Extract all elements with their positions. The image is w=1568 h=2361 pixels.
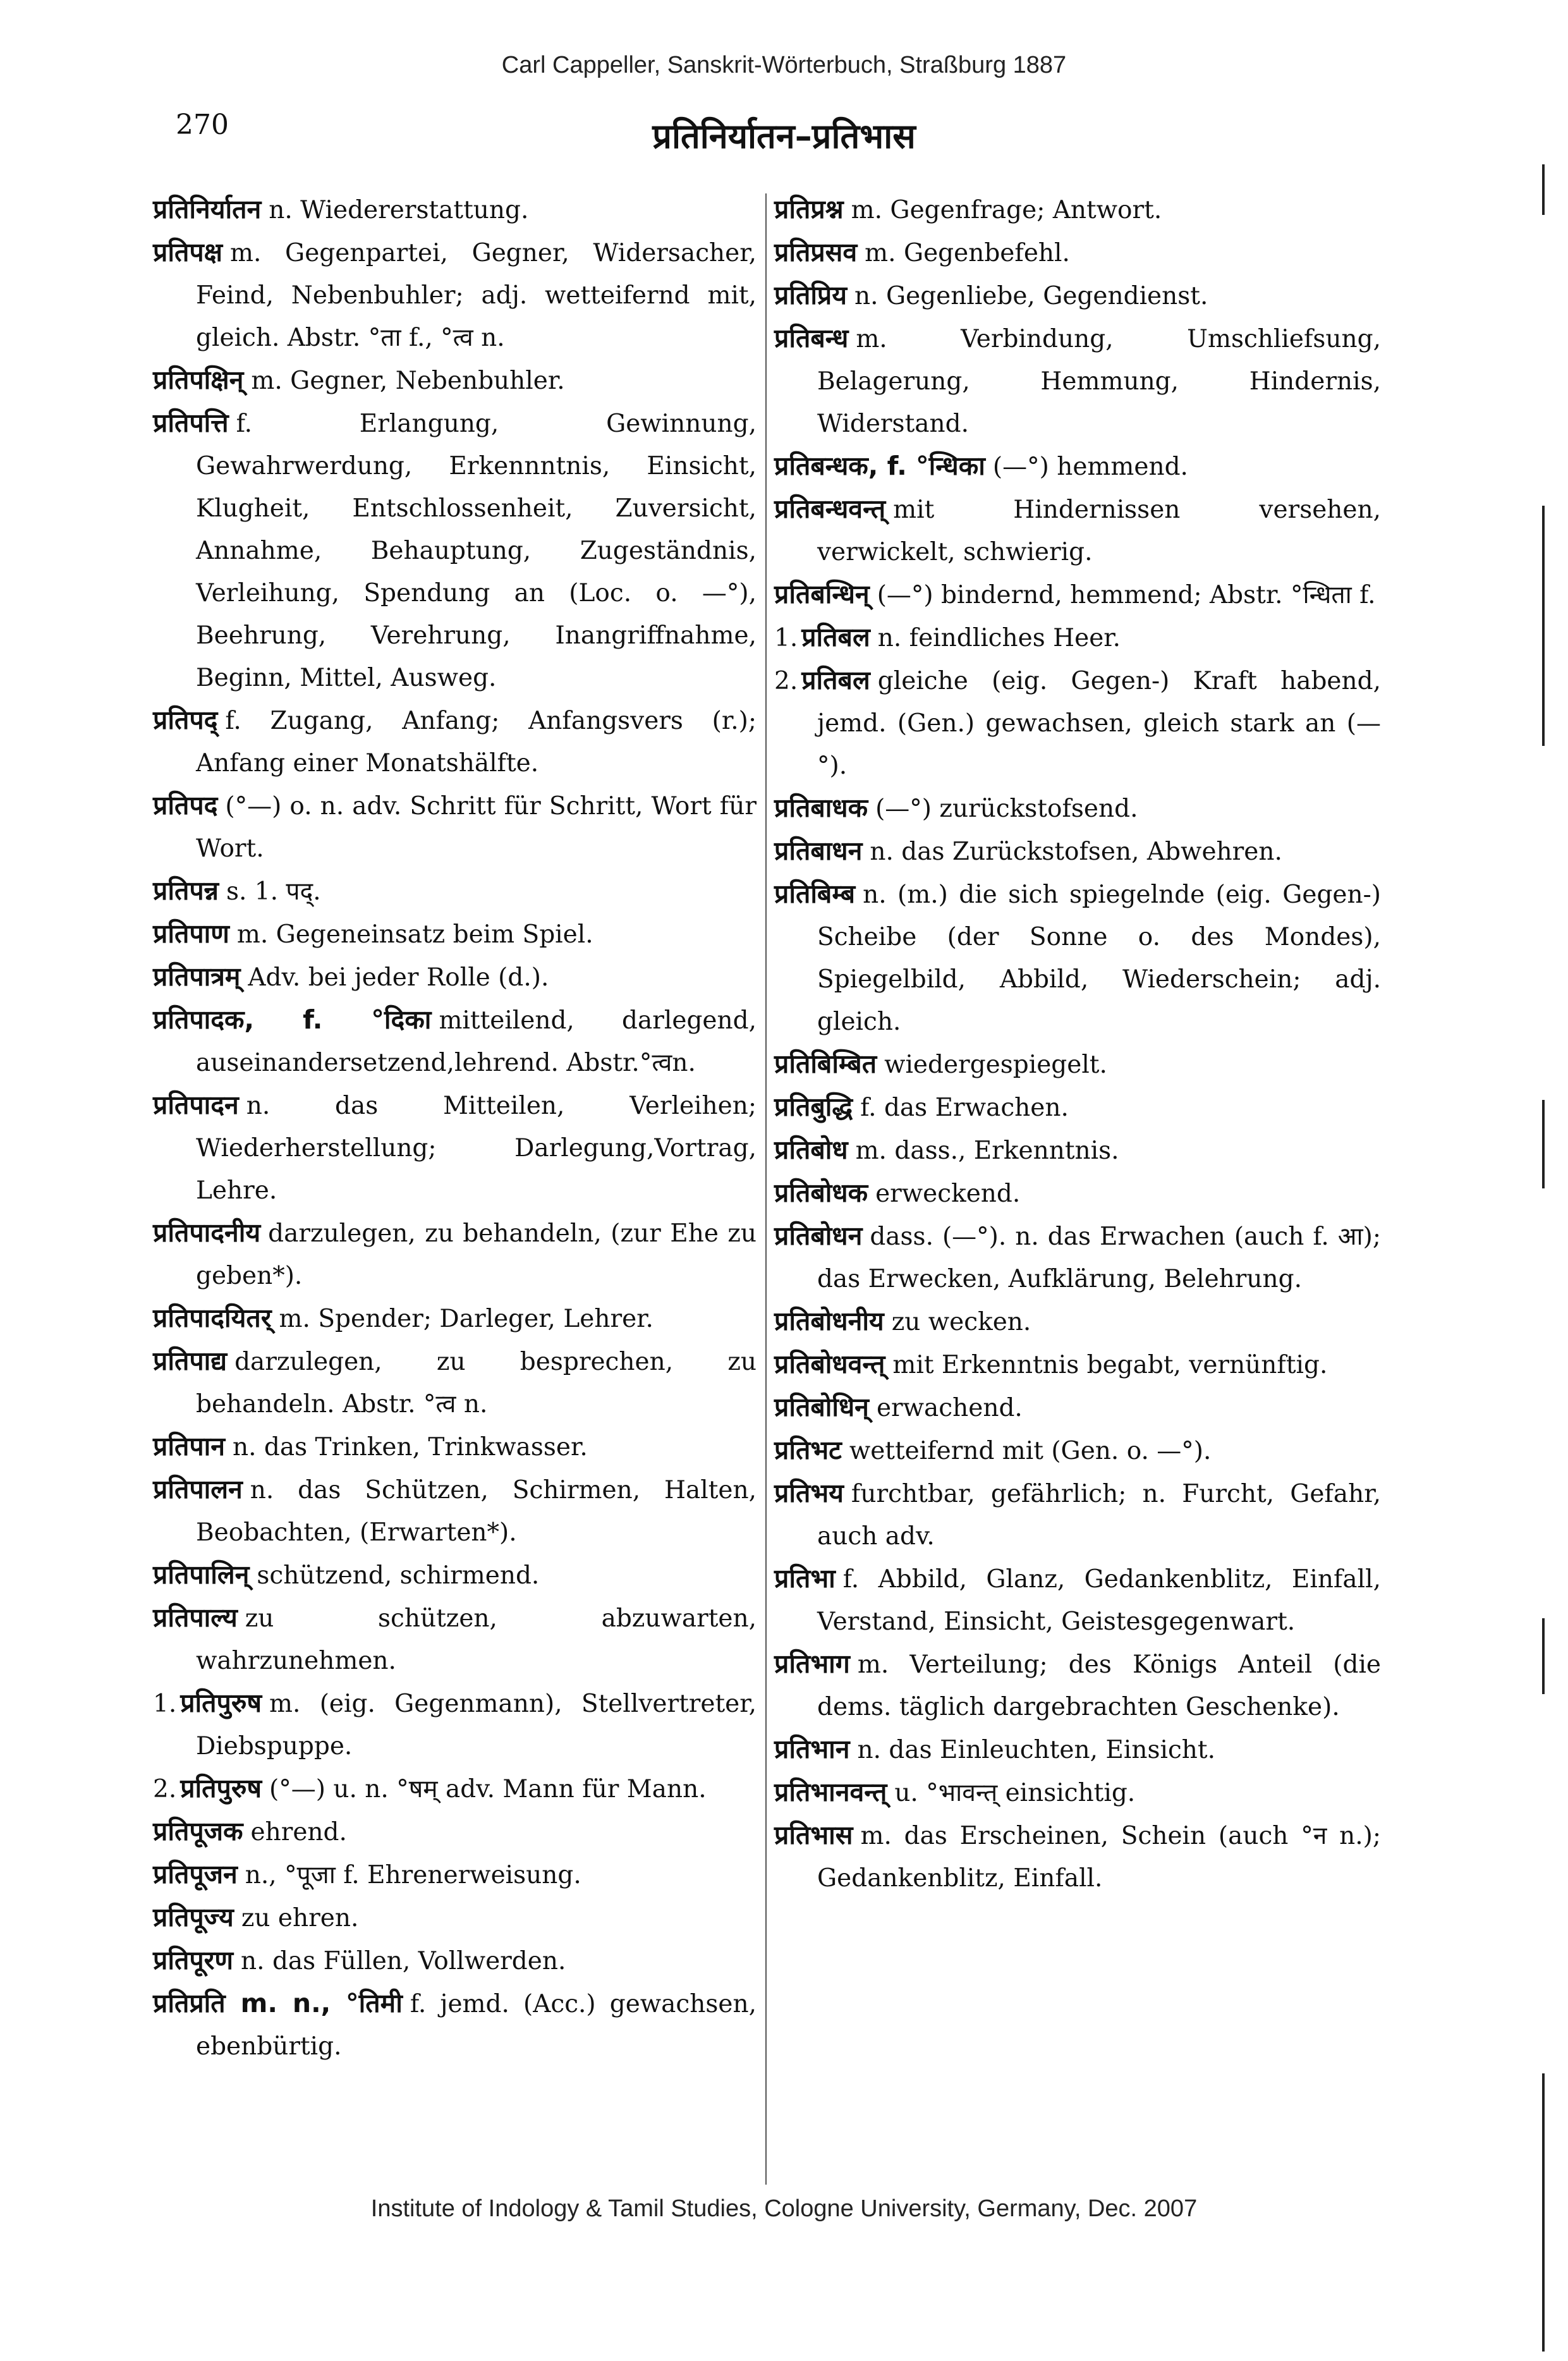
entry-definition: (—°) zurückstofsend. xyxy=(875,795,1138,823)
entry-definition: n. Gegenliebe, Gegendienst. xyxy=(854,282,1208,310)
entry-headword: प्रतिपन्न xyxy=(153,875,219,906)
entry-headword: प्रतिभा xyxy=(774,1563,836,1594)
dictionary-entry xyxy=(774,445,1381,488)
dictionary-entry xyxy=(774,1386,1381,1429)
entry-headword: प्रतिबन्धिन् xyxy=(774,579,870,609)
footer-attribution: Institute of Indology & Tamil Studies, Cologne University, Germany, Dec. 2007 xyxy=(370,2195,1198,2222)
dictionary-entry xyxy=(153,1682,757,1767)
entry-definition: n. das Zurückstofsen, Abwehren. xyxy=(870,838,1282,866)
entry-number: 2. xyxy=(774,667,798,695)
dictionary-entry xyxy=(153,1468,757,1554)
entry-definition: n. Wiedererstattung. xyxy=(269,196,529,224)
dictionary-entry xyxy=(153,402,757,699)
entry-definition: m. (eig. Gegenmann), Stellvertreter, Diebspuppe. xyxy=(196,1690,757,1760)
entry-headword: प्रतिपद् xyxy=(153,705,218,735)
running-head: प्रतिनिर्यातन–प्रतिभास xyxy=(652,116,916,156)
dictionary-entry xyxy=(774,1043,1381,1086)
dictionary-entry xyxy=(153,1896,757,1939)
entry-headword: प्रतिबोधिन् xyxy=(774,1392,869,1422)
dictionary-entry xyxy=(774,830,1381,873)
entry-headword: प्रतिपादनीय xyxy=(153,1217,261,1248)
entry-definition: darzulegen, zu besprechen, zu behandeln. Abstr. °त्व n. xyxy=(196,1348,757,1418)
dictionary-entry xyxy=(153,1939,757,1982)
entry-headword: प्रतिबाधक xyxy=(774,793,868,823)
dictionary-entry xyxy=(153,1554,757,1597)
entry-definition: (°—) o. n. adv. Schritt für Schritt, Wort für Wort. xyxy=(196,792,757,863)
dictionary-entry xyxy=(153,231,757,359)
entry-definition: zu wecken. xyxy=(891,1308,1031,1336)
entry-headword: प्रतिपुरुष xyxy=(180,1773,262,1803)
dictionary-entry xyxy=(774,1343,1381,1386)
entry-headword: प्रतिबोधवन्त् xyxy=(774,1349,885,1379)
dictionary-entry xyxy=(153,1982,757,2068)
dictionary-entry xyxy=(153,956,757,999)
dictionary-entry xyxy=(774,873,1381,1043)
entry-definition: m. Gegenfrage; Antwort. xyxy=(851,196,1162,224)
entry-number: 2. xyxy=(153,1775,177,1803)
entry-headword: प्रतिपत्ति xyxy=(153,408,229,438)
dictionary-entry xyxy=(153,699,757,784)
page-number: 270 xyxy=(176,109,229,141)
entry-definition: f. jemd. (Acc.) gewachsen, ebenbürtig. xyxy=(196,1990,757,2061)
entry-headword: प्रतिपालन xyxy=(153,1474,243,1504)
entry-headword: प्रतिभान xyxy=(774,1734,850,1764)
entry-definition: m. Verteilung; des Königs Anteil (die dems. täglich dargebrachten Geschenke). xyxy=(817,1650,1381,1721)
dictionary-entry xyxy=(153,359,757,402)
entry-definition: n., °पूजा f. Ehrenerweisung. xyxy=(245,1861,581,1889)
entry-definition: s. 1. पद्. xyxy=(226,877,321,906)
entry-number: 1. xyxy=(153,1690,177,1718)
entry-definition: m. Gegenpartei, Gegner, Widersacher, Feind, Nebenbuhler; adj. wetteifernd mit, gleich. Abstr. °ता f., °त्व n. xyxy=(196,239,757,352)
entry-definition: n. das Mitteilen, Verleihen; Wiederherstellung; Darlegung,Vortrag, Lehre. xyxy=(196,1092,757,1205)
entry-headword: प्रतिपालिन् xyxy=(153,1559,250,1590)
entry-definition: erweckend. xyxy=(875,1180,1021,1208)
entry-headword: प्रतिपाल्य xyxy=(153,1602,238,1633)
dictionary-entry xyxy=(774,1771,1381,1814)
entry-definition: f. Erlangung, Gewinnung, Gewahrwerdung, Erkennntnis, Einsicht, Klugheit, Entschlossenheit, Zuversicht, Annahme, Behauptung, Zugeständnis, Verleihung, Spendung an (Loc. o. —°), Beehrung, Verehrung, Inangriffnahme, Beginn, Mittel, Ausweg. xyxy=(196,410,757,692)
dictionary-entry xyxy=(153,1340,757,1425)
right-column xyxy=(774,188,1381,1900)
dictionary-entry xyxy=(774,1215,1381,1300)
entry-headword: प्रतिपुरुष xyxy=(180,1688,262,1718)
dictionary-entry xyxy=(153,1084,757,1212)
entry-definition: n. das Füllen, Vollwerden. xyxy=(241,1947,566,1975)
dictionary-entry xyxy=(153,1767,757,1810)
entry-headword: प्रतिप्रसव xyxy=(774,237,858,267)
entry-definition: m. Spender; Darleger, Lehrer. xyxy=(279,1305,653,1333)
dictionary-entry xyxy=(153,188,757,231)
entry-headword: प्रतिबाधन xyxy=(774,836,863,866)
entry-headword: प्रतिबिम्बित xyxy=(774,1049,877,1079)
entry-definition: (—°) hemmend. xyxy=(992,453,1188,481)
entry-headword: प्रतिपक्षिन् xyxy=(153,365,244,395)
entry-definition: m. das Erscheinen, Schein (auch °न n.); Gedankenblitz, Einfall. xyxy=(817,1822,1381,1893)
dictionary-entry xyxy=(774,1172,1381,1215)
entry-definition: (°—) u. n. °षम् adv. Mann für Mann. xyxy=(269,1775,707,1803)
entry-definition: m. Gegenbefehl. xyxy=(865,239,1070,267)
entry-headword: प्रतिनिर्यातन xyxy=(153,194,262,224)
entry-headword: प्रतिबन्धक, f. °न्धिका xyxy=(774,451,985,481)
dictionary-entry xyxy=(774,1300,1381,1343)
entry-definition: mit Erkenntnis begabt, vernünftig. xyxy=(892,1351,1328,1379)
entry-definition: ehrend. xyxy=(250,1818,347,1846)
entry-definition: f. Abbild, Glanz, Gedankenblitz, Einfall, Verstand, Einsicht, Geistesgegenwart. xyxy=(817,1565,1381,1636)
entry-headword: प्रतिबुद्धि xyxy=(774,1092,853,1122)
entry-headword: प्रतिपक्ष xyxy=(153,237,223,267)
dictionary-entry xyxy=(153,784,757,870)
entry-headword: प्रतिपूज्य xyxy=(153,1902,234,1932)
dictionary-entry xyxy=(774,1558,1381,1643)
entry-headword: प्रतिबन्ध xyxy=(774,323,849,353)
dictionary-entry xyxy=(774,231,1381,274)
dictionary-entry xyxy=(774,274,1381,317)
entry-definition: zu ehren. xyxy=(241,1904,359,1932)
entry-definition: m. Gegeneinsatz beim Spiel. xyxy=(236,920,593,949)
dictionary-entry xyxy=(774,488,1381,573)
dictionary-entry xyxy=(153,1212,757,1297)
dictionary-entry xyxy=(774,1472,1381,1558)
entry-definition: wiedergespiegelt. xyxy=(884,1051,1107,1079)
entry-definition: f. das Erwachen. xyxy=(860,1094,1069,1122)
dictionary-entry xyxy=(774,1129,1381,1172)
entry-headword: प्रतिभाग xyxy=(774,1649,850,1679)
entry-headword: प्रतिपान xyxy=(153,1431,225,1461)
entry-definition: Adv. bei jeder Rolle (d.). xyxy=(248,963,549,992)
entry-definition: f. Zugang, Anfang; Anfangsvers (r.); Anfang einer Monatshälfte. xyxy=(196,707,757,778)
entry-headword: प्रतिबल xyxy=(801,622,870,652)
entry-headword: प्रतिबोधक xyxy=(774,1178,868,1208)
dictionary-entry xyxy=(774,317,1381,445)
entry-headword: प्रतिभास xyxy=(774,1820,853,1850)
entry-definition: m. Gegner, Nebenbuhler. xyxy=(251,367,565,395)
entry-definition: mitteilend, darlegend, auseinandersetzend,lehrend. Abstr.°त्वn. xyxy=(196,1006,757,1077)
entry-headword: प्रतिभय xyxy=(774,1478,844,1508)
entry-definition: zu schützen, abzuwarten, wahrzunehmen. xyxy=(196,1604,757,1675)
entry-headword: प्रतिबल xyxy=(801,665,870,695)
header-attribution: Carl Cappeller, Sanskrit-Wörterbuch, Straßburg 1887 xyxy=(501,52,1067,78)
scan-edge-marks xyxy=(1537,164,1550,2250)
dictionary-entry xyxy=(153,913,757,956)
entry-headword: प्रतिप्रश्न xyxy=(774,194,844,224)
dictionary-entry xyxy=(153,1425,757,1468)
left-column xyxy=(153,188,757,2068)
dictionary-entry xyxy=(774,1728,1381,1771)
entry-definition: u. °भावन्त् einsichtig. xyxy=(894,1779,1136,1807)
entry-headword: प्रतिबन्धवन्त् xyxy=(774,494,886,524)
entry-headword: प्रतिपादन xyxy=(153,1090,239,1120)
dictionary-entry xyxy=(774,1086,1381,1129)
dictionary-entry xyxy=(774,1814,1381,1900)
entry-number: 1. xyxy=(774,624,798,652)
entry-headword: प्रतिबोधन xyxy=(774,1221,863,1251)
entry-definition: (—°) bindernd, hemmend; Abstr. °न्धिता f. xyxy=(877,581,1376,609)
entry-headword: प्रतिपाद्य xyxy=(153,1346,228,1376)
entry-definition: m. dass., Erkenntnis. xyxy=(855,1137,1119,1165)
dictionary-entry xyxy=(153,1853,757,1896)
entry-definition: dass. (—°). n. das Erwachen (auch f. आ); das Erwecken, Aufklärung, Belehrung. xyxy=(817,1223,1381,1293)
entry-definition: wetteifernd mit (Gen. o. —°). xyxy=(849,1437,1212,1465)
entry-definition: n. das Einleuchten, Einsicht. xyxy=(857,1736,1215,1764)
entry-definition: n. feindliches Heer. xyxy=(877,624,1121,652)
entry-definition: gleiche (eig. Gegen-) Kraft habend, jemd. (Gen.) gewachsen, gleich stark an (—°). xyxy=(817,667,1381,780)
entry-definition: erwachend. xyxy=(876,1394,1023,1422)
entry-headword: प्रतिभानवन्त् xyxy=(774,1777,887,1807)
entry-definition: n. (m.) die sich spiegelnde (eig. Gegen-) Scheibe (der Sonne o. des Mondes), Spiegelbild, Abbild, Wiederschein; adj. gleich. xyxy=(817,881,1381,1036)
dictionary-entry xyxy=(153,1297,757,1340)
entry-headword: प्रतिपद xyxy=(153,790,218,821)
entry-headword: प्रतिपूजन xyxy=(153,1859,238,1889)
dictionary-entry xyxy=(774,573,1381,616)
entry-definition: m. Verbindung, Umschliefsung, Belagerung, Hemmung, Hindernis, Widerstand. xyxy=(817,325,1381,438)
entry-headword: प्रतिबोधनीय xyxy=(774,1306,884,1336)
entry-headword: प्रतिभट xyxy=(774,1435,842,1465)
entry-headword: प्रतिबोध xyxy=(774,1135,848,1165)
dictionary-entry xyxy=(153,870,757,913)
entry-headword: प्रतिपूरण xyxy=(153,1945,234,1975)
column-divider xyxy=(765,193,767,2185)
dictionary-entry xyxy=(153,1810,757,1853)
dictionary-entry xyxy=(153,999,757,1084)
entry-headword: प्रतिपाण xyxy=(153,918,229,949)
dictionary-entry xyxy=(774,1643,1381,1728)
entry-definition: mit Hindernissen versehen, verwickelt, schwierig. xyxy=(817,496,1381,566)
entry-headword: प्रतिपादक, f. °दिका xyxy=(153,1004,432,1035)
dictionary-entry xyxy=(774,659,1381,787)
entry-headword: प्रतिबिम्ब xyxy=(774,879,856,909)
entry-definition: n. das Schützen, Schirmen, Halten, Beobachten, (Erwarten*). xyxy=(196,1476,757,1547)
entry-headword: प्रतिप्रिय xyxy=(774,280,848,310)
entry-definition: n. das Trinken, Trinkwasser. xyxy=(232,1433,588,1461)
entry-headword: प्रतिपात्रम् xyxy=(153,961,241,992)
entry-definition: darzulegen, zu behandeln, (zur Ehe zu geben*). xyxy=(196,1219,757,1290)
dictionary-entry xyxy=(774,787,1381,830)
entry-headword: प्रतिप्रति m. n., °तिमी xyxy=(153,1988,403,2018)
entry-headword: प्रतिपूजक xyxy=(153,1816,243,1846)
entry-definition: furchtbar, gefährlich; n. Furcht, Gefahr, auch adv. xyxy=(817,1480,1381,1551)
dictionary-entry xyxy=(774,1429,1381,1472)
dictionary-entry xyxy=(774,188,1381,231)
dictionary-entry xyxy=(774,616,1381,659)
entry-headword: प्रतिपादयितर् xyxy=(153,1303,272,1333)
dictionary-entry xyxy=(153,1597,757,1682)
entry-definition: schützend, schirmend. xyxy=(257,1561,540,1590)
